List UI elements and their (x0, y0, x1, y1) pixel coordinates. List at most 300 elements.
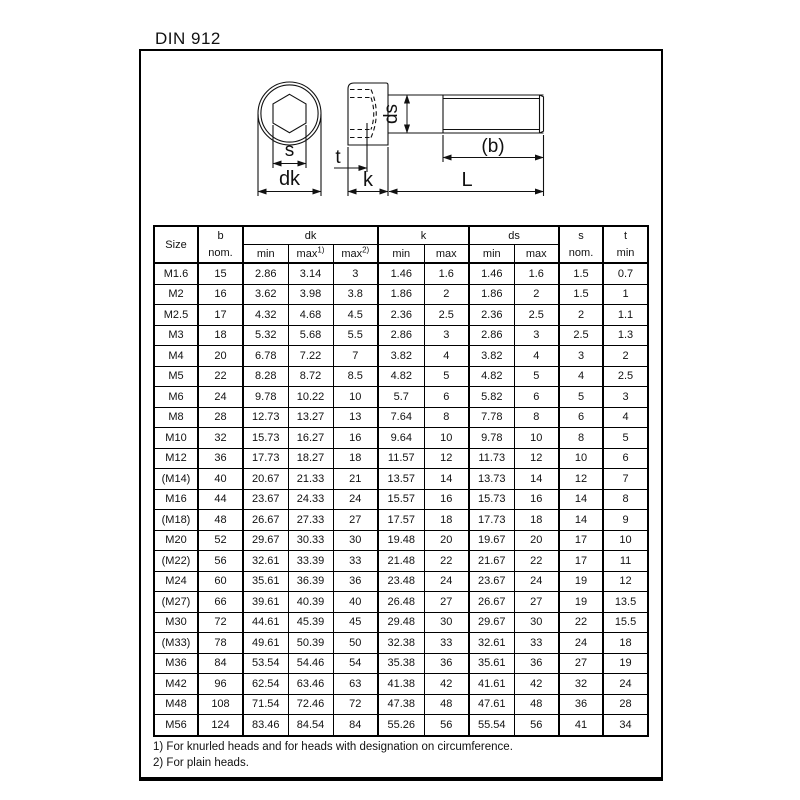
value-cell: 17 (559, 530, 603, 551)
col-sublabel: max (435, 247, 457, 260)
content-frame (139, 49, 663, 781)
col-group-k (378, 226, 469, 245)
value-cell: 66 (198, 592, 243, 613)
value-cell: 4 (424, 346, 469, 367)
tip-end (540, 95, 544, 133)
value-cell: 27.33 (288, 510, 333, 531)
value-cell: 11.57 (378, 448, 424, 469)
value-cell: 27 (333, 510, 378, 531)
value-cell: 2 (424, 284, 469, 305)
value-cell: 14 (559, 489, 603, 510)
value-cell: 108 (198, 694, 243, 715)
value-cell: 34 (603, 715, 648, 736)
value-cell: 8 (559, 428, 603, 449)
value-cell: 84 (333, 715, 378, 736)
value-cell: 17.73 (243, 448, 288, 469)
value-cell: 36 (198, 448, 243, 469)
footnote-ref-1: 1) (317, 244, 325, 254)
size-cell: M8 (154, 407, 198, 428)
value-cell: 41 (559, 715, 603, 736)
value-cell: 96 (198, 674, 243, 695)
value-cell: 2.86 (378, 325, 424, 346)
value-cell: 4 (514, 346, 559, 367)
value-cell: 8.72 (288, 366, 333, 387)
value-cell: 2.36 (378, 305, 424, 326)
value-cell: 3.98 (288, 284, 333, 305)
value-cell: 8 (603, 489, 648, 510)
table-row (154, 592, 648, 613)
value-cell: 19 (559, 571, 603, 592)
value-cell: 47.61 (469, 694, 514, 715)
size-cell: M20 (154, 530, 198, 551)
col-sublabel: max (525, 247, 547, 260)
value-cell: 50.39 (288, 633, 333, 654)
value-cell: 41.38 (378, 674, 424, 695)
value-cell: 40 (198, 469, 243, 490)
size-cell: (M14) (154, 469, 198, 490)
col-t (603, 226, 648, 263)
col-sublabel: min (256, 247, 275, 260)
table-row (154, 305, 648, 326)
table-row (154, 653, 648, 674)
value-cell: 39.61 (243, 592, 288, 613)
value-cell: 6 (424, 387, 469, 408)
table-row (154, 551, 648, 572)
value-cell: 2.5 (514, 305, 559, 326)
label-L: L (461, 169, 473, 191)
value-cell: 12 (559, 469, 603, 490)
value-cell: 48 (198, 510, 243, 531)
value-cell: 2 (559, 305, 603, 326)
value-cell: 5 (603, 428, 648, 449)
value-cell: 16 (198, 284, 243, 305)
value-cell: 14 (514, 469, 559, 490)
size-cell: M3 (154, 325, 198, 346)
value-cell: 1.1 (603, 305, 648, 326)
value-cell: 55.54 (469, 715, 514, 736)
size-cell: (M22) (154, 551, 198, 572)
value-cell: 23.48 (378, 571, 424, 592)
value-cell: 18 (514, 510, 559, 531)
value-cell: 32 (198, 428, 243, 449)
value-cell: 26.67 (469, 592, 514, 613)
label-t: t (335, 147, 341, 168)
col-label: k (420, 229, 427, 242)
value-cell: 3.8 (333, 284, 378, 305)
dimension-table (153, 225, 649, 737)
value-cell: 40 (333, 592, 378, 613)
value-cell: 1.5 (559, 284, 603, 305)
value-cell: 22 (198, 366, 243, 387)
table-row (154, 325, 648, 346)
value-cell: 21.48 (378, 551, 424, 572)
hex-socket-outline (273, 94, 306, 132)
value-cell: 20 (198, 346, 243, 367)
size-cell: M30 (154, 612, 198, 633)
value-cell: 3.14 (288, 263, 333, 284)
value-cell: 56 (424, 715, 469, 736)
value-cell: 22 (514, 551, 559, 572)
value-cell: 5.5 (333, 325, 378, 346)
value-cell: 36 (424, 653, 469, 674)
value-cell: 1.46 (378, 263, 424, 284)
value-cell: 29.67 (243, 530, 288, 551)
value-cell: 19.48 (378, 530, 424, 551)
value-cell: 17 (198, 305, 243, 326)
value-cell: 24 (559, 633, 603, 654)
value-cell: 27 (424, 592, 469, 613)
value-cell: 3 (559, 346, 603, 367)
value-cell: 5 (424, 366, 469, 387)
col-label: t (624, 229, 628, 242)
value-cell: 19.67 (469, 530, 514, 551)
col-s (559, 226, 603, 263)
value-cell: 19 (603, 653, 648, 674)
value-cell: 50 (333, 633, 378, 654)
value-cell: 2.36 (469, 305, 514, 326)
value-cell: 4.68 (288, 305, 333, 326)
value-cell: 10 (559, 448, 603, 469)
value-cell: 13.27 (288, 407, 333, 428)
label-k: k (363, 169, 373, 191)
size-cell: M10 (154, 428, 198, 449)
value-cell: 36 (514, 653, 559, 674)
value-cell: 3 (514, 325, 559, 346)
value-cell: 45.39 (288, 612, 333, 633)
head-chamfer-circle (261, 85, 318, 142)
table-row (154, 469, 648, 490)
value-cell: 72 (198, 612, 243, 633)
value-cell: 10 (603, 530, 648, 551)
value-cell: 27 (514, 592, 559, 613)
size-cell: M42 (154, 674, 198, 695)
value-cell: 72 (333, 694, 378, 715)
value-cell: 12 (603, 571, 648, 592)
table-row (154, 428, 648, 449)
value-cell: 10 (333, 387, 378, 408)
value-cell: 10 (424, 428, 469, 449)
value-cell: 35.61 (243, 571, 288, 592)
value-cell: 23.67 (243, 489, 288, 510)
value-cell: 7 (603, 469, 648, 490)
value-cell: 53.54 (243, 653, 288, 674)
value-cell: 12 (514, 448, 559, 469)
value-cell: 20 (514, 530, 559, 551)
value-cell: 3 (603, 387, 648, 408)
value-cell: 56 (514, 715, 559, 736)
value-cell: 36 (333, 571, 378, 592)
value-cell: 9.64 (378, 428, 424, 449)
col-label: ds (508, 229, 520, 242)
value-cell: 19 (559, 592, 603, 613)
value-cell: 83.46 (243, 715, 288, 736)
value-cell: 5.7 (378, 387, 424, 408)
footnotes (153, 739, 513, 771)
head-outline-circle (258, 82, 321, 145)
value-cell: 42 (424, 674, 469, 695)
value-cell: 9.78 (243, 387, 288, 408)
value-cell: 1.86 (469, 284, 514, 305)
value-cell: 32.61 (469, 633, 514, 654)
value-cell: 0.7 (603, 263, 648, 284)
value-cell: 24 (333, 489, 378, 510)
value-cell: 15.5 (603, 612, 648, 633)
value-cell: 21.67 (469, 551, 514, 572)
value-cell: 2.86 (469, 325, 514, 346)
col-dk-max1 (288, 245, 333, 264)
col-sublabel: nom. (208, 246, 233, 259)
value-cell: 71.54 (243, 694, 288, 715)
value-cell: 21.33 (288, 469, 333, 490)
value-cell: 32.38 (378, 633, 424, 654)
table-row (154, 612, 648, 633)
value-cell: 47.38 (378, 694, 424, 715)
value-cell: 4.82 (469, 366, 514, 387)
size-cell: M4 (154, 346, 198, 367)
value-cell: 1.6 (514, 263, 559, 284)
table-row (154, 284, 648, 305)
label-b: (b) (481, 136, 505, 157)
value-cell: 9.78 (469, 428, 514, 449)
value-cell: 84.54 (288, 715, 333, 736)
value-cell: 22 (424, 551, 469, 572)
value-cell: 26.67 (243, 510, 288, 531)
table-row (154, 633, 648, 654)
value-cell: 16 (333, 428, 378, 449)
col-sublabel: max (296, 247, 318, 260)
value-cell: 16 (514, 489, 559, 510)
table-row (154, 489, 648, 510)
table-row (154, 530, 648, 551)
value-cell: 54 (333, 653, 378, 674)
value-cell: 24 (424, 571, 469, 592)
size-cell: M6 (154, 387, 198, 408)
value-cell: 1.46 (469, 263, 514, 284)
col-label: dk (304, 229, 317, 242)
value-cell: 27 (559, 653, 603, 674)
footnote-ref-2: 2) (362, 244, 370, 254)
value-cell: 8.28 (243, 366, 288, 387)
table-row (154, 366, 648, 387)
size-cell: M5 (154, 366, 198, 387)
value-cell: 30.33 (288, 530, 333, 551)
value-cell: 2.5 (559, 325, 603, 346)
value-cell: 3.82 (469, 346, 514, 367)
value-cell: 8.5 (333, 366, 378, 387)
size-cell: (M33) (154, 633, 198, 654)
value-cell: 4 (559, 366, 603, 387)
value-cell: 14 (559, 510, 603, 531)
size-cell: M1.6 (154, 263, 198, 284)
value-cell: 13.73 (469, 469, 514, 490)
value-cell: 15.73 (243, 428, 288, 449)
value-cell: 44 (198, 489, 243, 510)
value-cell: 16 (424, 489, 469, 510)
value-cell: 42 (514, 674, 559, 695)
table-row (154, 346, 648, 367)
value-cell: 33 (514, 633, 559, 654)
col-dk-min (243, 245, 288, 264)
table-row (154, 694, 648, 715)
table-row (154, 448, 648, 469)
value-cell: 17.57 (378, 510, 424, 531)
value-cell: 2.5 (424, 305, 469, 326)
value-cell: 44.61 (243, 612, 288, 633)
table-header (154, 226, 648, 263)
value-cell: 7 (333, 346, 378, 367)
screw-technical-drawing (139, 49, 663, 224)
value-cell: 29.48 (378, 612, 424, 633)
value-cell: 5.32 (243, 325, 288, 346)
hidden-socket-lines (350, 90, 376, 138)
value-cell: 41.61 (469, 674, 514, 695)
size-cell: M2.5 (154, 305, 198, 326)
value-cell: 7.78 (469, 407, 514, 428)
dimension-table-body (154, 263, 648, 736)
value-cell: 2.5 (603, 366, 648, 387)
value-cell: 1.86 (378, 284, 424, 305)
value-cell: 52 (198, 530, 243, 551)
value-cell: 124 (198, 715, 243, 736)
value-cell: 30 (514, 612, 559, 633)
value-cell: 72.46 (288, 694, 333, 715)
table-row (154, 263, 648, 284)
col-group-dk (243, 226, 378, 245)
value-cell: 26.48 (378, 592, 424, 613)
col-ds-min (469, 245, 514, 264)
page-title: DIN 912 (155, 29, 221, 48)
value-cell: 4.5 (333, 305, 378, 326)
value-cell: 28 (603, 694, 648, 715)
value-cell: 63.46 (288, 674, 333, 695)
value-cell: 11.73 (469, 448, 514, 469)
value-cell: 54.46 (288, 653, 333, 674)
value-cell: 24 (198, 387, 243, 408)
value-cell: 33 (333, 551, 378, 572)
col-b (198, 226, 243, 263)
value-cell: 18 (603, 633, 648, 654)
col-label: b (217, 229, 224, 242)
table-row (154, 674, 648, 695)
value-cell: 11 (603, 551, 648, 572)
col-size (154, 226, 198, 263)
value-cell: 17 (559, 551, 603, 572)
col-label: Size (165, 238, 187, 251)
col-sublabel: min (392, 247, 411, 260)
value-cell: 1.6 (424, 263, 469, 284)
value-cell: 5 (559, 387, 603, 408)
value-cell: 18 (198, 325, 243, 346)
value-cell: 5.82 (469, 387, 514, 408)
value-cell: 4.32 (243, 305, 288, 326)
value-cell: 13.57 (378, 469, 424, 490)
label-ds: ds (381, 103, 402, 125)
value-cell: 35.38 (378, 653, 424, 674)
col-sublabel: nom. (568, 246, 594, 259)
col-group-ds (469, 226, 559, 245)
col-label: s (578, 229, 584, 242)
value-cell: 8 (514, 407, 559, 428)
value-cell: 33.39 (288, 551, 333, 572)
value-cell: 7.22 (288, 346, 333, 367)
size-cell: M12 (154, 448, 198, 469)
value-cell: 7.64 (378, 407, 424, 428)
value-cell: 13.5 (603, 592, 648, 613)
value-cell: 23.67 (469, 571, 514, 592)
value-cell: 17.73 (469, 510, 514, 531)
value-cell: 1 (603, 284, 648, 305)
value-cell: 56 (198, 551, 243, 572)
value-cell: 10.22 (288, 387, 333, 408)
value-cell: 12 (424, 448, 469, 469)
footnote-2: 2) For plain heads. (153, 757, 249, 769)
value-cell: 4 (603, 407, 648, 428)
value-cell: 3 (424, 325, 469, 346)
value-cell: 40.39 (288, 592, 333, 613)
value-cell: 4.82 (378, 366, 424, 387)
size-cell: (M27) (154, 592, 198, 613)
value-cell: 29.67 (469, 612, 514, 633)
value-cell: 28 (198, 407, 243, 428)
value-cell: 35.61 (469, 653, 514, 674)
value-cell: 12.73 (243, 407, 288, 428)
label-s: s (284, 140, 295, 161)
value-cell: 2 (514, 284, 559, 305)
value-cell: 30 (333, 530, 378, 551)
value-cell: 49.61 (243, 633, 288, 654)
footnote-1: 1) For knurled heads and for heads with designation on circumference. (153, 741, 513, 753)
size-cell: M16 (154, 489, 198, 510)
value-cell: 33 (424, 633, 469, 654)
value-cell: 3 (333, 263, 378, 284)
table-row (154, 510, 648, 531)
value-cell: 45 (333, 612, 378, 633)
value-cell: 78 (198, 633, 243, 654)
value-cell: 48 (514, 694, 559, 715)
value-cell: 36 (559, 694, 603, 715)
value-cell: 3.82 (378, 346, 424, 367)
value-cell: 63 (333, 674, 378, 695)
value-cell: 16.27 (288, 428, 333, 449)
value-cell: 13 (333, 407, 378, 428)
col-k-max (424, 245, 469, 264)
value-cell: 14 (424, 469, 469, 490)
value-cell: 48 (424, 694, 469, 715)
size-cell: M36 (154, 653, 198, 674)
col-ds-max (514, 245, 559, 264)
size-cell: M2 (154, 284, 198, 305)
value-cell: 10 (514, 428, 559, 449)
value-cell: 20 (424, 530, 469, 551)
value-cell: 15.57 (378, 489, 424, 510)
value-cell: 24.33 (288, 489, 333, 510)
value-cell: 2 (603, 346, 648, 367)
value-cell: 2.86 (243, 263, 288, 284)
col-sublabel: min (616, 246, 635, 259)
value-cell: 18 (333, 448, 378, 469)
value-cell: 30 (424, 612, 469, 633)
label-dk: dk (278, 168, 301, 190)
value-cell: 22 (559, 612, 603, 633)
value-cell: 60 (198, 571, 243, 592)
value-cell: 1.5 (559, 263, 603, 284)
value-cell: 24 (514, 571, 559, 592)
table-row (154, 571, 648, 592)
value-cell: 84 (198, 653, 243, 674)
col-dk-max2 (333, 245, 378, 264)
table-row (154, 715, 648, 736)
value-cell: 9 (603, 510, 648, 531)
